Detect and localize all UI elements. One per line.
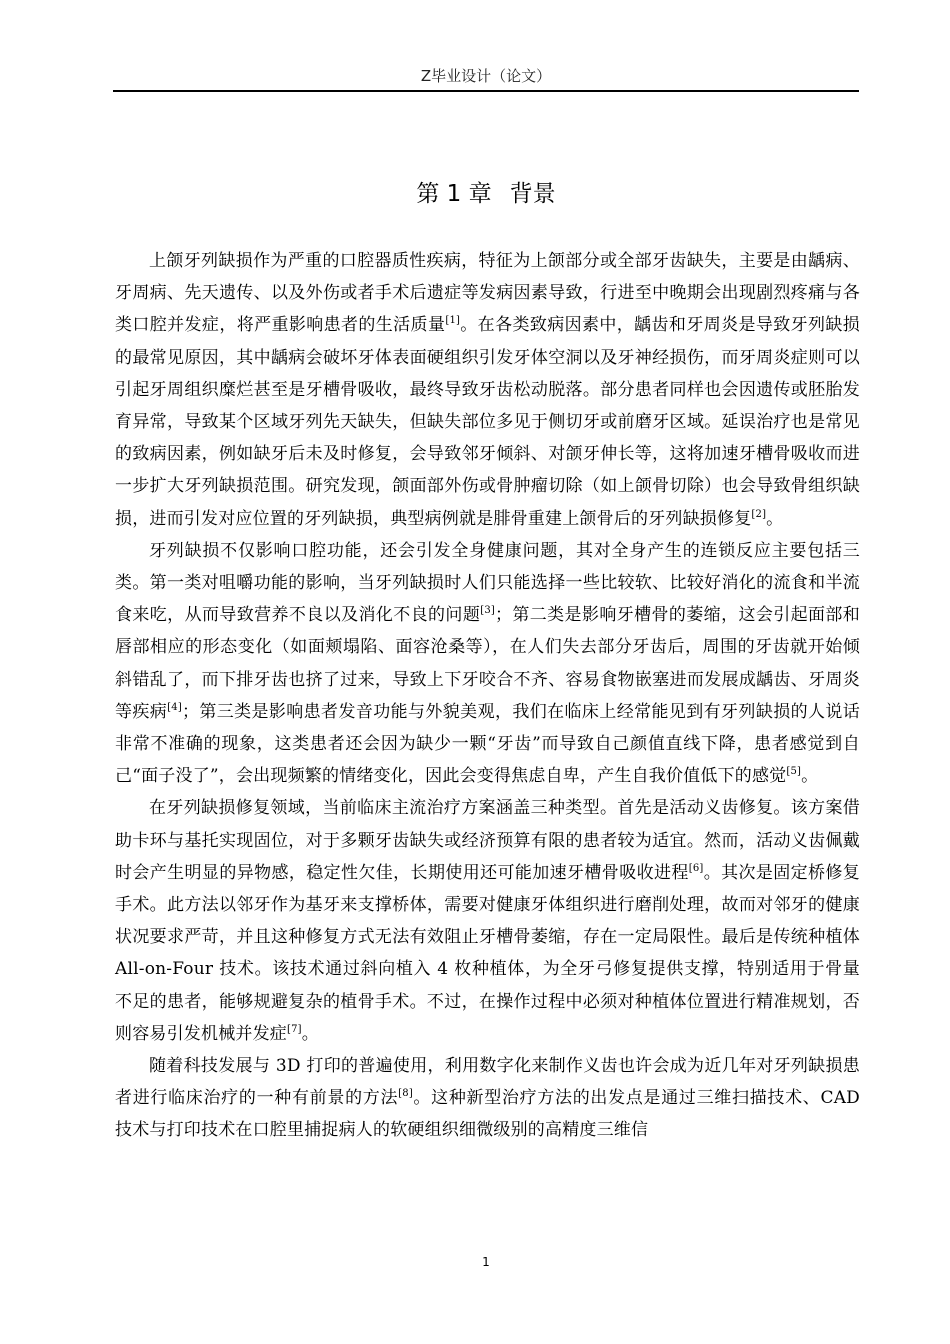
- paragraph-text: 。其次是固定桥修复手术。此方法以邻牙作为基牙来支撑桥体，需要对健康牙体组织进行磨削处理，故而对邻牙的健康状况要求严苛，并且这种修复方式无法有效阻止牙槽骨萎缩，存在一定局限性。最后是传统种植体 All-on-Four 技术。该技术通过斜向植入 4 枚种植体，为全牙弓修复提供支撑，特别适用于骨量不足的患者，能够规避复杂的植骨手术。不过，在操作过程中必须对种植体位置进行精准规划，否则容易引发机械并发症: [115, 862, 860, 1044]
- paragraph-text: 。: [301, 1023, 319, 1044]
- citation: [7]: [287, 1023, 302, 1035]
- paragraph-text: 在牙列缺损修复领域，当前临床主流治疗方案涵盖三种类型。首先是活动义齿修复。该方案借助卡环与基托实现固位，对于多颗牙齿缺失或经济预算有限的患者较为适宜。然而，活动义齿佩戴时会产生明显的异物感，稳定性欠佳，长期使用还可能加速牙槽骨吸收进程: [115, 798, 860, 883]
- paragraph-text: ；第三类是影响患者发音功能与外貌美观，我们在临床上经常能见到有牙列缺损的人说话非常不准确的现象，这类患者还会因为缺少一颗“牙齿”而导致自己颜值直线下降，患者感觉到自己“面子没了”，会出现频繁的情绪变化，因此会变得焦虑自卑，产生自我价值低下的感觉: [115, 701, 860, 787]
- paragraph-3: [115, 792, 860, 1050]
- chapter-name: 背景: [509, 181, 556, 207]
- citation: [8]: [398, 1088, 413, 1100]
- paragraph-2: [115, 535, 860, 793]
- chapter-number: 第 1 章: [416, 181, 492, 207]
- paragraph-text: 牙列缺损不仅影响口腔功能，还会引发全身健康问题，其对全身产生的连锁反应主要包括三类。第一类对咀嚼功能的影响，当牙列缺损时人们只能选择一些比较软、比较好消化的流食和半流食来吃，从而导致营养不良以及消化不良的问题: [115, 540, 860, 626]
- paragraph-1: [115, 245, 860, 535]
- paragraph-text: ；第二类是影响牙槽骨的萎缩，这会引起面部和唇部相应的形态变化（如面颊塌陷、面容沧桑等），在人们失去部分牙齿后，周围的牙齿就开始倾斜错乱了，而下排牙齿也挤了过来，导致上下牙咬合不齐、容易食物嵌塞进而发展成龋齿、牙周炎等疾病: [115, 605, 861, 722]
- citation: [4]: [167, 701, 182, 713]
- header-rule: [113, 90, 859, 92]
- citation: [6]: [688, 862, 704, 874]
- running-header: Z毕业设计（论文）: [420, 67, 552, 85]
- paragraph-text: 随着科技发展与 3D 打印的普遍使用，利用数字化来制作义齿也许会成为近几年对牙列缺损患者进行临床治疗的一种有前景的方法: [115, 1056, 860, 1109]
- citation: [2]: [751, 508, 767, 520]
- citation: [1]: [445, 315, 461, 327]
- paragraph-text: 。这种新型治疗方法的出发点是通过三维扫描技术、CAD 技术与打印技术在口腔里捕捉病人的软硬组织细微级别的高精度三维信: [115, 1088, 860, 1141]
- paragraph-4: [115, 1050, 860, 1147]
- paragraph-text: 。: [801, 766, 819, 787]
- chapter-title: [113, 176, 859, 212]
- body-text: [115, 245, 860, 1147]
- paragraph-text: 。: [766, 508, 784, 529]
- paragraph-text: 。在各类致病因素中，龋齿和牙周炎是导致牙列缺损的最常见原因，其中龋病会破坏牙体表面硬组织引发牙体空洞以及牙神经损伤，而牙周炎症则可以引起牙周组织糜烂甚至是牙槽骨吸收，最终导致牙齿松动脱落。部分患者同样也会因遗传或胚胎发育异常，导致某个区域牙列先天缺失，但缺失部位多见于侧切牙或前磨牙区域。延误治疗也是常见的致病因素，例如缺牙后未及时修复，会导致邻牙倾斜、对颌牙伸长等，这将加速牙槽骨吸收而进一步扩大牙列缺损范围。研究发现，颌面部外伤或骨肿瘤切除（如上颌骨切除）也会导致骨组织缺损，进而引发对应位置的牙列缺损，典型病例就是腓骨重建上颌骨后的牙列缺损修复: [115, 315, 860, 529]
- page-number: 1: [482, 1255, 490, 1269]
- citation: [5]: [786, 766, 802, 778]
- paragraph-text: 上颌牙列缺损作为严重的口腔器质性疾病，特征为上颌部分或全部牙齿缺失，主要是由龋病、牙周病、先天遗传、以及外伤或者手术后遗症等发病因素导致，行进至中晚期会出现剧烈疼痛与各类口腔并发症，将严重影响患者的生活质量: [115, 251, 860, 336]
- citation: [3]: [480, 605, 495, 617]
